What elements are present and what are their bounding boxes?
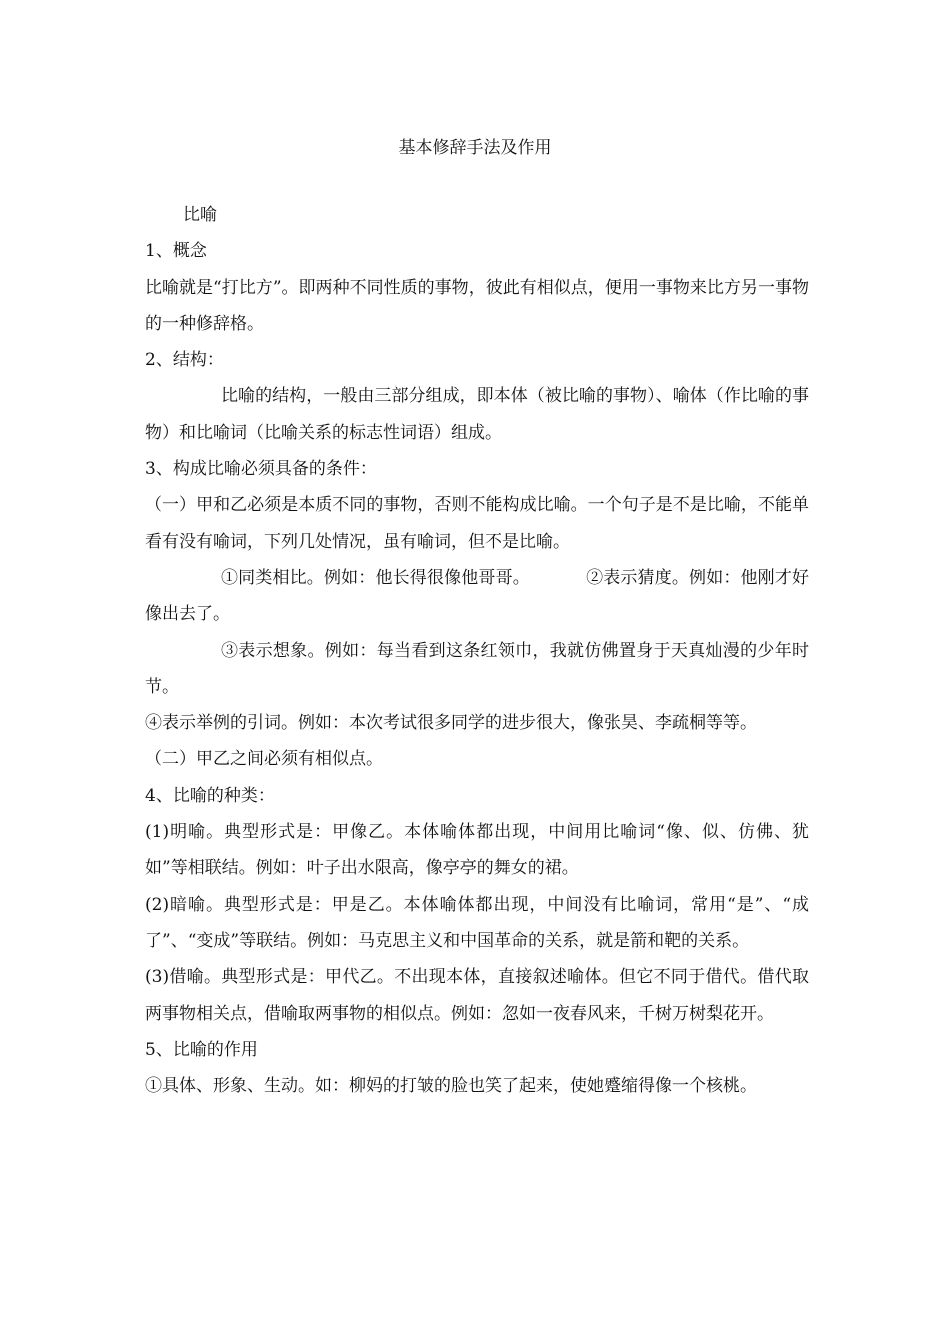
document-body [145, 197, 809, 1104]
section-heading: 比喻 [183, 205, 217, 225]
paragraph: (2)暗喻。典型形式是：甲是乙。本体喻体都出现，中间没有比喻词，常用“是”、“成了”、“变成”等联结。例如：马克思主义和中国革命的关系，就是箭和靶的关系。 [145, 894, 809, 951]
paragraph: (1)明喻。典型形式是：甲像乙。本体喻体都出现，中间用比喻词“像、似、仿佛、犹如”等相联结。例如：叶子出水限高，像亭亭的舞女的裙。 [145, 822, 809, 879]
paragraph: ①具体、形象、生动。如：柳妈的打皱的脸也笑了起来，使她蹙缩得像一个核桃。 [145, 1076, 757, 1097]
subheading: 2、结构： [145, 350, 224, 371]
subheading: 1、概念 [145, 241, 207, 262]
paragraph: （一）甲和乙必须是本质不同的事物，否则不能构成比喻。一个句子是不是比喻，不能单看有没有喻词，下列几处情况，虽有喻词，但不是比喻。 [145, 495, 809, 552]
paragraph: 比喻的结构，一般由三部分组成，即本体（被比喻的事物）、喻体（作比喻的事物）和比喻词（比喻关系的标志性词语）组成。 [145, 386, 809, 443]
example-item: ①同类相比。例如：他长得很像他哥哥。 [221, 567, 530, 588]
paragraph: (3)借喻。典型形式是：甲代乙。不出现本体，直接叙述喻体。但它不同于借代。借代取两事物相关点，借喻取两事物的相似点。例如：忽如一夜春风来，千树万树梨花开。 [145, 967, 809, 1024]
document-title: 基本修辞手法及作用 [398, 138, 552, 158]
subheading: 4、比喻的种类： [145, 785, 275, 806]
paragraph [145, 560, 809, 633]
paragraph: （二）甲乙之间必须有相似点。 [145, 749, 383, 770]
example-item: ②表示猜度。例如：他刚才好像出去了。 [145, 567, 810, 625]
paragraph: 比喻就是“打比方”。即两种不同性质的事物，彼此有相似点，便用一事物来比方另一事物的一种修辞格。 [145, 277, 809, 334]
subheading: 3、构成比喻必须具备的条件： [145, 459, 377, 480]
paragraph: ③表示想象。例如：每当看到这条红领巾，我就仿佛置身于天真灿漫的少年时节。 [145, 640, 809, 697]
paragraph: ④表示举例的引词。例如：本次考试很多同学的进步很大，像张昊、李疏桐等等。 [145, 713, 757, 734]
subheading: 5、比喻的作用 [145, 1039, 258, 1060]
